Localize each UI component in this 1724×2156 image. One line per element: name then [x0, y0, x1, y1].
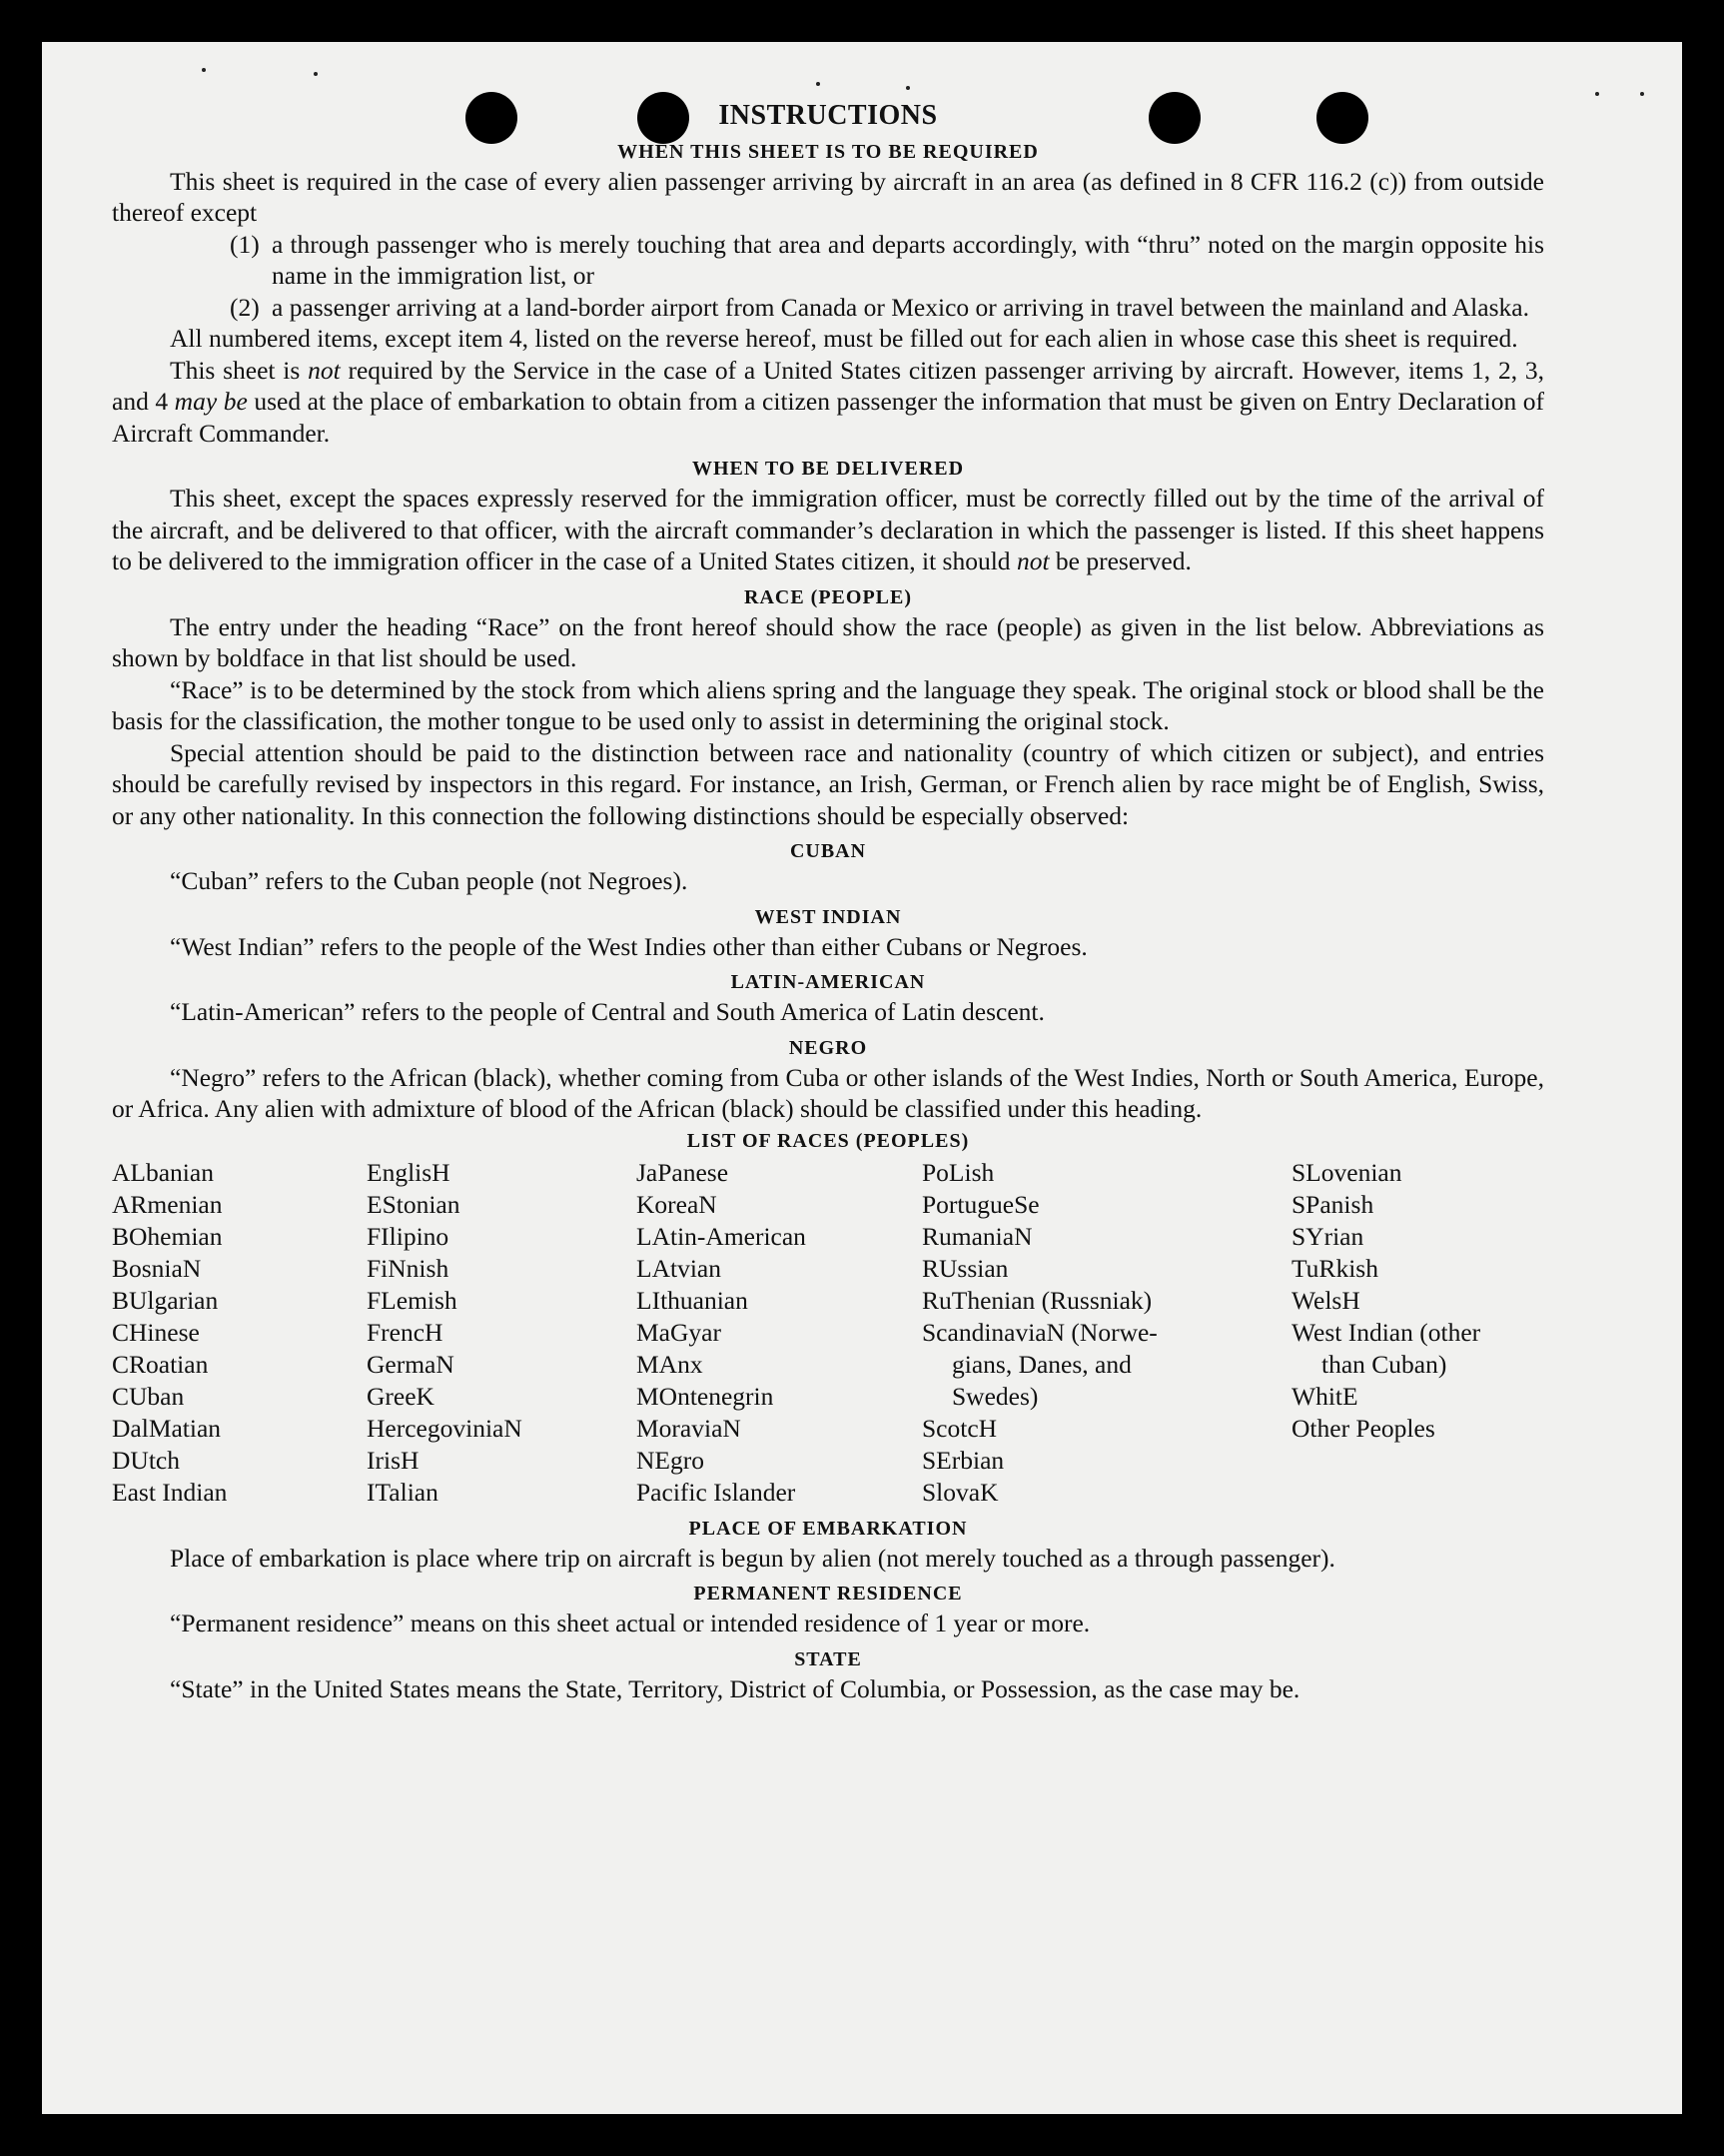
race-item: SErbian [922, 1445, 1005, 1475]
list-item [230, 229, 1544, 292]
race-item: Swedes) [952, 1381, 1039, 1411]
section-heading: RACE (PEOPLE) [744, 585, 912, 608]
speck [1595, 92, 1599, 96]
paragraph [112, 483, 1544, 577]
section-heading: WHEN TO BE DELIVERED [691, 458, 965, 480]
paragraph [112, 355, 1544, 450]
instructions-content [112, 98, 1544, 1704]
paragraph: Special attention should be paid to the distinction between race and nationality (country of which citizen or subject), and entries should be carefully revised by inspectors in this regard. For instance, an Irish, German, or French alien by race might be of English, Swiss, or any other nationality. In this connection the following distinctions should be especially observed: [112, 737, 1544, 830]
race-item: Pacific Islander [636, 1477, 796, 1507]
emphasis: not [1016, 546, 1050, 575]
race-column [367, 1157, 636, 1509]
race-item: GermaN [367, 1349, 454, 1379]
race-item: gians, Danes, and [952, 1349, 1132, 1379]
section-heading: STATE [794, 1647, 862, 1670]
race-item: SLovenian [1292, 1157, 1402, 1187]
race-item: FLemish [367, 1285, 457, 1315]
text-run: This sheet is [170, 355, 309, 385]
item-text: a through passenger who is merely touching that area and departs accordingly, with “thru” noted on the margin opposite his name in the immigration list, or [272, 229, 1544, 290]
race-item: BOhemian [112, 1221, 223, 1251]
race-item: ARmenian [112, 1189, 223, 1219]
paragraph: This sheet is required in the case of every alien passenger arriving by aircraft in an area (as defined in 8 CFR 116.2 (c)) from outside thereof except [112, 166, 1544, 227]
section-heading: WEST INDIAN [754, 905, 902, 928]
race-item: ScotcH [922, 1413, 998, 1443]
race-item: ITalian [367, 1477, 438, 1507]
race-item: GreeK [367, 1381, 434, 1411]
race-item: JaPanese [636, 1157, 729, 1187]
paragraph: The entry under the heading “Race” on the front hereof should show the race (people) as given in the list below. Abbreviations as shown by boldface in that list should be used. [112, 611, 1544, 672]
paragraph: “Cuban” refers to the Cuban people (not Negroes). [170, 866, 688, 895]
speck [314, 72, 318, 76]
paragraph: “Race” is to be determined by the stock from which aliens spring and the language they speak. The original stock or blood shall be the basis for the classification, the mother tongue to be used only to assist in determining the original stock. [112, 674, 1544, 735]
race-column [922, 1157, 1292, 1509]
paragraph: All numbered items, except item 4, listed on the reverse hereof, must be filled out for each alien in whose case this sheet is required. [170, 324, 1518, 353]
race-item: SYrian [1292, 1221, 1364, 1251]
race-item: WelsH [1292, 1285, 1360, 1315]
section-heading: PLACE OF EMBARKATION [688, 1517, 968, 1540]
race-item: BosniaN [112, 1253, 202, 1283]
speck [816, 82, 820, 86]
emphasis: may be [174, 387, 248, 416]
paragraph: “Permanent residence” means on this sheet actual or intended residence of 1 year or more. [170, 1609, 1091, 1637]
race-item: Other Peoples [1292, 1413, 1435, 1443]
race-item: KoreaN [636, 1189, 717, 1219]
race-item: CRoatian [112, 1349, 209, 1379]
race-item: HercegoviniaN [367, 1413, 522, 1443]
race-item: NEgro [636, 1445, 704, 1475]
section-heading: WHEN THIS SHEET IS TO BE REQUIRED [617, 140, 1039, 163]
race-item: PoLish [922, 1157, 995, 1187]
race-item: MAnx [636, 1349, 703, 1379]
race-item: CHinese [112, 1317, 200, 1347]
section-heading: PERMANENT RESIDENCE [693, 1583, 963, 1605]
race-item: IrisH [367, 1445, 420, 1475]
item-text: a passenger arriving at a land-border airport from Canada or Mexico or arriving in travel between the mainland and Alaska. [272, 292, 1529, 322]
race-column [1292, 1157, 1544, 1509]
race-item: RUssian [922, 1253, 1009, 1283]
race-item: MOntenegrin [636, 1381, 774, 1411]
race-item: EStonian [367, 1189, 460, 1219]
section-heading: LIST OF RACES (PEOPLES) [686, 1129, 970, 1152]
text-run: This sheet, except the spaces expressly reserved for the immigration officer, must be correctly filled out by the time of the arrival of the aircraft, and be delivered to that officer, with the aircraft commander’s declaration in which the passenger is listed. If this sheet happens to be delivered to the immigration officer in the case of a United States citizen, it should [112, 484, 1544, 575]
paragraph: “Negro” refers to the African (black), whether coming from Cuba or other islands of the West Indies, North or South America, Europe, or Africa. Any alien with admixture of blood of the African (black) should be classified under this heading. [112, 1062, 1544, 1123]
paragraph: “Latin-American” refers to the people of Central and South America of Latin descent. [170, 997, 1045, 1026]
list-item [230, 292, 1544, 324]
race-item: DalMatian [112, 1413, 222, 1443]
speck [906, 86, 910, 90]
race-item: FrencH [367, 1317, 443, 1347]
paragraph: “West Indian” refers to the people of the West Indies other than either Cubans or Negroes. [170, 931, 1088, 961]
text-run: required by the Service in the case of a United States citizen passenger arriving by aircraft. However, items 1, 2, 3, and 4 [112, 355, 1544, 416]
race-column [112, 1157, 367, 1509]
text-run: be preserved. [1049, 546, 1192, 575]
race-item: TuRkish [1292, 1253, 1378, 1283]
race-column [636, 1157, 922, 1509]
race-item: ScandinaviaN (Norwe- [922, 1317, 1158, 1347]
race-item: SlovaK [922, 1477, 999, 1507]
speck [202, 68, 206, 72]
section-heading: LATIN-AMERICAN [730, 971, 926, 993]
section-heading: NEGRO [788, 1036, 868, 1059]
race-item: LAtvian [636, 1253, 721, 1283]
race-item: RuThenian (Russniak) [922, 1285, 1153, 1315]
race-item: LIthuanian [636, 1285, 748, 1315]
race-item: WhitE [1292, 1381, 1358, 1411]
race-item: BUlgarian [112, 1285, 219, 1315]
page-title: INSTRUCTIONS [718, 100, 938, 131]
race-item: West Indian (other [1292, 1317, 1481, 1347]
race-list [112, 1157, 1544, 1509]
text-run: used at the place of embarkation to obtain from a citizen passenger the information that must be given on Entry Declaration of Aircraft Commander. [112, 387, 1544, 448]
race-item: MaGyar [636, 1317, 721, 1347]
race-item: RumaniaN [922, 1221, 1033, 1251]
speck [1640, 92, 1644, 96]
race-item: MoraviaN [636, 1413, 741, 1443]
emphasis: not [308, 355, 341, 385]
race-item: SPanish [1292, 1189, 1374, 1219]
race-item: FIlipino [367, 1221, 449, 1251]
race-item: than Cuban) [1321, 1349, 1447, 1379]
race-item: DUtch [112, 1445, 180, 1475]
section-heading: CUBAN [789, 840, 867, 862]
race-item: PortugueSe [922, 1189, 1040, 1219]
item-number: (1) [230, 229, 260, 259]
paragraph: “State” in the United States means the State, Territory, District of Columbia, or Possession, as the case may be. [170, 1673, 1300, 1703]
race-item: CUban [112, 1381, 185, 1411]
race-item: EnglisH [367, 1157, 450, 1187]
race-item: ALbanian [112, 1157, 214, 1187]
race-item: East Indian [112, 1477, 228, 1507]
race-item: LAtin-American [636, 1221, 806, 1251]
item-number: (2) [230, 292, 260, 322]
race-item: FiNnish [367, 1253, 449, 1283]
paragraph: Place of embarkation is place where trip on aircraft is begun by alien (not merely touched as a through passenger). [170, 1543, 1335, 1573]
